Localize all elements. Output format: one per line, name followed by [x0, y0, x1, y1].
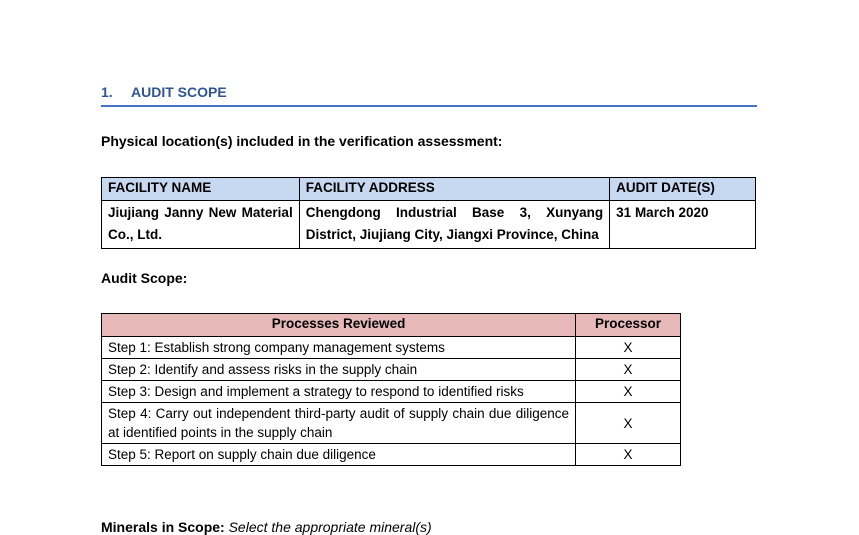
process-cell: Step 2: Identify and assess risks in the supply chain	[102, 359, 576, 381]
processor-mark: X	[576, 337, 681, 359]
facility-address-header: FACILITY ADDRESS	[299, 178, 609, 201]
processor-header: Processor	[576, 314, 681, 337]
facility-header-row	[102, 178, 756, 201]
facility-row	[102, 201, 756, 249]
table-row	[102, 403, 681, 444]
minerals-in-scope	[101, 519, 432, 535]
processes-reviewed-header: Processes Reviewed	[102, 314, 576, 337]
process-cell: Step 1: Establish strong company management systems	[102, 337, 576, 359]
facility-table	[101, 177, 756, 249]
section-heading	[101, 84, 757, 107]
table-row	[102, 337, 681, 359]
table-row	[102, 381, 681, 403]
table-row	[102, 444, 681, 466]
processor-mark: X	[576, 359, 681, 381]
section-number: 1.	[101, 84, 113, 100]
minerals-hint: Select the appropriate mineral(s)	[228, 519, 432, 535]
facility-name-cell: Jiujiang Janny New Material Co., Ltd.	[102, 201, 300, 249]
process-cell: Step 4: Carry out independent third-party audit of supply chain due diligence at identified points in the supply chain	[102, 403, 576, 444]
audit-date-header: AUDIT DATE(S)	[610, 178, 756, 201]
process-cell: Step 5: Report on supply chain due diligence	[102, 444, 576, 466]
process-table	[101, 313, 681, 466]
processor-mark: X	[576, 381, 681, 403]
process-header-row	[102, 314, 681, 337]
table-row	[102, 359, 681, 381]
minerals-label: Minerals in Scope:	[101, 519, 225, 535]
section-title: AUDIT SCOPE	[131, 84, 227, 100]
audit-date-cell: 31 March 2020	[610, 201, 756, 249]
audit-scope-label: Audit Scope:	[101, 270, 188, 286]
process-cell: Step 3: Design and implement a strategy to respond to identified risks	[102, 381, 576, 403]
processor-mark: X	[576, 403, 681, 444]
facility-name-header: FACILITY NAME	[102, 178, 300, 201]
processor-mark: X	[576, 444, 681, 466]
physical-location-label: Physical location(s) included in the verification assessment:	[101, 133, 503, 149]
facility-address-cell: Chengdong Industrial Base 3, Xunyang District, Jiujiang City, Jiangxi Province, China	[299, 201, 609, 249]
